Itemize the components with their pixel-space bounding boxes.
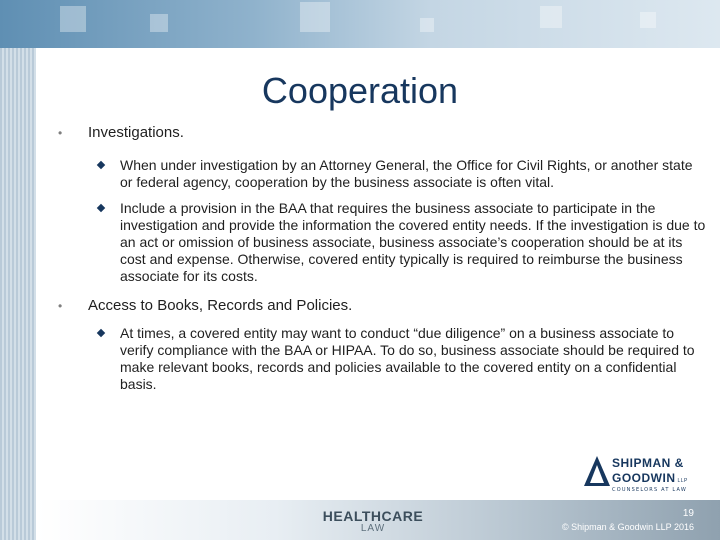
diamond-bullet-icon bbox=[97, 329, 105, 337]
sub-bullet bbox=[58, 325, 708, 393]
bullet-investigations bbox=[58, 124, 708, 142]
bullet-dot-icon: • bbox=[58, 126, 63, 140]
logo-line2: GOODWIN LLP bbox=[612, 471, 688, 485]
diamond-bullet-icon bbox=[97, 161, 105, 169]
slide-title: Cooperation bbox=[261, 70, 459, 111]
top-decorative-band bbox=[0, 0, 720, 48]
healthcare-law-brand bbox=[318, 508, 428, 534]
bullet-text: Investigations. bbox=[88, 124, 184, 141]
logo-mark-icon bbox=[584, 456, 610, 486]
logo-tagline: COUNSELORS AT LAW bbox=[612, 487, 688, 493]
copyright-text: © Shipman & Goodwin LLP 2016 bbox=[561, 522, 694, 532]
brand-line2: LAW bbox=[360, 523, 386, 534]
sub-bullet bbox=[58, 200, 708, 285]
shipman-goodwin-logo bbox=[582, 454, 712, 494]
sub-bullet-text: Include a provision in the BAA that requires the business associate to participate in the investigation and provide the information the covered entity needs. If the investigation is due to an act or omission of business associate, business associate’s cooperation should be at its cost and expense. Otherwise, covered entity typically is required to reimburse the business associate for its costs. bbox=[120, 200, 706, 284]
page-number: 19 bbox=[682, 508, 694, 519]
bullet-access bbox=[58, 297, 708, 315]
bullet-dot-icon: • bbox=[58, 299, 63, 313]
brand-line1: HEALTHCARE bbox=[322, 508, 424, 524]
sub-bullet-text: When under investigation by an Attorney General, the Office for Civil Rights, or another state or federal agency, cooperation by the business associate is often vital. bbox=[120, 157, 693, 190]
bullet-text: Access to Books, Records and Policies. bbox=[88, 297, 353, 314]
slide-content bbox=[58, 124, 708, 393]
diamond-bullet-icon bbox=[97, 204, 105, 212]
sub-bullet-text: At times, a covered entity may want to conduct “due diligence” on a business associate to verify compliance with the BAA or HIPAA. To do so, business associate should be required to make relevant books, records and policies available to the covered entity on a confidential basis. bbox=[120, 325, 695, 392]
left-decorative-strip bbox=[0, 48, 36, 540]
sub-bullet bbox=[58, 157, 708, 191]
logo-line1: SHIPMAN & bbox=[612, 456, 684, 470]
